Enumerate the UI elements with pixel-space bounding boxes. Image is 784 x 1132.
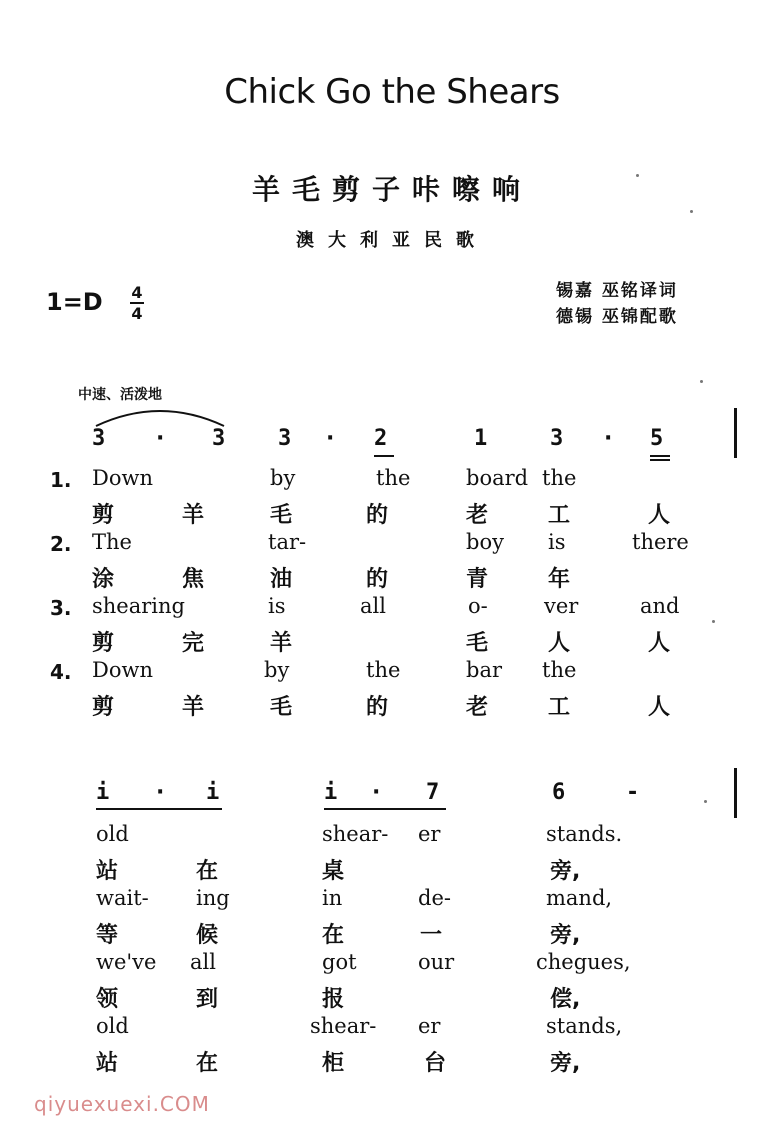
lyric-word: wait- bbox=[96, 886, 149, 910]
lyric-word: and bbox=[640, 594, 680, 618]
note: i bbox=[324, 780, 338, 805]
lyric-word: ver bbox=[544, 594, 579, 618]
scan-speck bbox=[700, 380, 703, 383]
lyric-word: shear- bbox=[322, 822, 389, 846]
lyric-word: 工 bbox=[548, 503, 571, 528]
lyric-word: 人 bbox=[648, 631, 671, 656]
lyric-word: all bbox=[360, 594, 386, 618]
lyric-word: 羊 bbox=[182, 503, 205, 528]
lyric-word: 台 bbox=[424, 1051, 447, 1076]
duration-underline bbox=[650, 459, 670, 461]
bar-line bbox=[734, 408, 737, 458]
dot: · bbox=[326, 426, 335, 451]
bar-line bbox=[734, 768, 737, 818]
lyric-word: 毛 bbox=[466, 631, 489, 656]
lyric-word: mand, bbox=[546, 886, 613, 910]
lyric-word: by bbox=[270, 466, 296, 490]
lyric-word: all bbox=[190, 950, 216, 974]
lyric-word: 报 bbox=[322, 987, 345, 1012]
lyric-word: stands, bbox=[546, 1014, 623, 1038]
lyric-word: 剪 bbox=[92, 695, 115, 720]
lyric-word: old bbox=[96, 822, 129, 846]
lyric-word: there bbox=[632, 530, 689, 554]
lyric-word: er bbox=[418, 1014, 441, 1038]
lyric-word: 旁, bbox=[550, 859, 581, 884]
lyric-word: ing bbox=[196, 886, 230, 910]
lyric-word: the bbox=[376, 466, 411, 490]
lyric-word: 在 bbox=[196, 859, 219, 884]
note: 3 bbox=[278, 426, 292, 451]
lyric-word: is bbox=[548, 530, 566, 554]
lyric-word: 站 bbox=[96, 859, 119, 884]
lyric-word: 老 bbox=[466, 695, 489, 720]
tempo-marking: 中速、活泼地 bbox=[78, 387, 162, 403]
lyric-word: shearing bbox=[92, 594, 185, 618]
lyric-word: 完 bbox=[182, 631, 205, 656]
lyric-word: the bbox=[366, 658, 401, 682]
lyric-word: chegues, bbox=[536, 950, 631, 974]
scan-speck bbox=[690, 210, 693, 213]
lyric-word: 羊 bbox=[182, 695, 205, 720]
lyric-word: is bbox=[268, 594, 286, 618]
verse-number: 3. bbox=[50, 596, 72, 620]
lyric-word: 到 bbox=[196, 987, 219, 1012]
lyric-word: bar bbox=[466, 658, 503, 682]
watermark: qiyuexuexi.COM bbox=[34, 1092, 210, 1116]
time-signature-top: 4 bbox=[131, 283, 143, 302]
verse-number: 1. bbox=[50, 468, 72, 492]
note: 3 bbox=[92, 426, 106, 451]
lyric-word: 领 bbox=[96, 987, 119, 1012]
lyric-word: old bbox=[96, 1014, 129, 1038]
duration-underline bbox=[324, 808, 446, 810]
lyric-word: 工 bbox=[548, 695, 571, 720]
dot: · bbox=[372, 780, 381, 805]
lyric-word: 在 bbox=[196, 1051, 219, 1076]
lyric-word: the bbox=[542, 466, 577, 490]
lyric-word: stands. bbox=[546, 822, 623, 846]
lyric-word: 涂 bbox=[92, 567, 115, 592]
time-signature bbox=[130, 284, 144, 322]
lyric-word: got bbox=[322, 950, 357, 974]
duration-underline bbox=[374, 455, 394, 457]
lyric-word: 旁, bbox=[550, 1051, 581, 1076]
lyric-word: board bbox=[466, 466, 529, 490]
song-origin: 澳大利亚民歌 bbox=[296, 230, 488, 251]
lyric-word: 焦 bbox=[182, 567, 205, 592]
key-signature: 1=D bbox=[46, 288, 103, 316]
lyric-word: 旁, bbox=[550, 923, 581, 948]
lyric-word: 偿, bbox=[550, 987, 581, 1012]
lyric-word: our bbox=[418, 950, 455, 974]
scan-speck bbox=[636, 174, 639, 177]
credit-lyrics: 锡嘉 巫铭译词 bbox=[556, 281, 678, 301]
lyric-word: 年 bbox=[548, 567, 571, 592]
note: i bbox=[96, 780, 110, 805]
lyric-word: 剪 bbox=[92, 631, 115, 656]
time-signature-bottom: 4 bbox=[131, 304, 143, 323]
lyric-word: 毛 bbox=[270, 503, 293, 528]
lyric-word: the bbox=[542, 658, 577, 682]
lyric-word: er bbox=[418, 822, 441, 846]
verse-number: 2. bbox=[50, 532, 72, 556]
note: 3 bbox=[212, 426, 226, 451]
lyric-word: boy bbox=[466, 530, 504, 554]
lyric-word: 柜 bbox=[322, 1051, 345, 1076]
lyric-word: 在 bbox=[322, 923, 345, 948]
lyric-word: de- bbox=[418, 886, 451, 910]
lyric-word: 老 bbox=[466, 503, 489, 528]
note: 5 bbox=[650, 426, 664, 451]
lyric-word: in bbox=[322, 886, 343, 910]
lyric-word: 的 bbox=[366, 503, 389, 528]
lyric-word: The bbox=[92, 530, 132, 554]
lyric-word: 等 bbox=[96, 923, 119, 948]
lyric-word: 剪 bbox=[92, 503, 115, 528]
dot: · bbox=[156, 426, 165, 451]
verse-number: 4. bbox=[50, 660, 72, 684]
scan-speck bbox=[712, 620, 715, 623]
song-title: Chick Go the Shears bbox=[224, 72, 560, 112]
note: 6 bbox=[552, 780, 566, 805]
lyric-word: 人 bbox=[548, 631, 571, 656]
duration-underline bbox=[96, 808, 222, 810]
lyric-word: 人 bbox=[648, 503, 671, 528]
lyric-word: 的 bbox=[366, 567, 389, 592]
lyric-word: Down bbox=[92, 466, 153, 490]
lyric-word: 桌 bbox=[322, 859, 345, 884]
lyric-word: 青 bbox=[466, 567, 489, 592]
note: 7 bbox=[426, 780, 440, 805]
lyric-word: 羊 bbox=[270, 631, 293, 656]
dot: · bbox=[156, 780, 165, 805]
lyric-word: 油 bbox=[270, 567, 293, 592]
lyric-word: 候 bbox=[196, 923, 219, 948]
note: 2 bbox=[374, 426, 388, 451]
lyric-word: we've bbox=[96, 950, 157, 974]
scan-speck bbox=[704, 800, 707, 803]
credit-arrangement: 德锡 巫锦配歌 bbox=[556, 307, 678, 327]
lyric-word: tar- bbox=[268, 530, 307, 554]
lyric-word: Down bbox=[92, 658, 153, 682]
lyric-word: shear- bbox=[310, 1014, 377, 1038]
note: i bbox=[206, 780, 220, 805]
lyric-word: o- bbox=[468, 594, 488, 618]
lyric-word: 人 bbox=[648, 695, 671, 720]
duration-underline bbox=[650, 455, 670, 457]
song-subtitle: 羊毛剪子咔嚓响 bbox=[251, 173, 532, 206]
note: 1 bbox=[474, 426, 488, 451]
lyric-word: by bbox=[264, 658, 290, 682]
note: 3 bbox=[550, 426, 564, 451]
dot: · bbox=[604, 426, 613, 451]
lyric-word: 站 bbox=[96, 1051, 119, 1076]
dash: - bbox=[628, 780, 638, 805]
lyric-word: 毛 bbox=[270, 695, 293, 720]
lyric-word: 一 bbox=[420, 923, 443, 948]
lyric-word: 的 bbox=[366, 695, 389, 720]
